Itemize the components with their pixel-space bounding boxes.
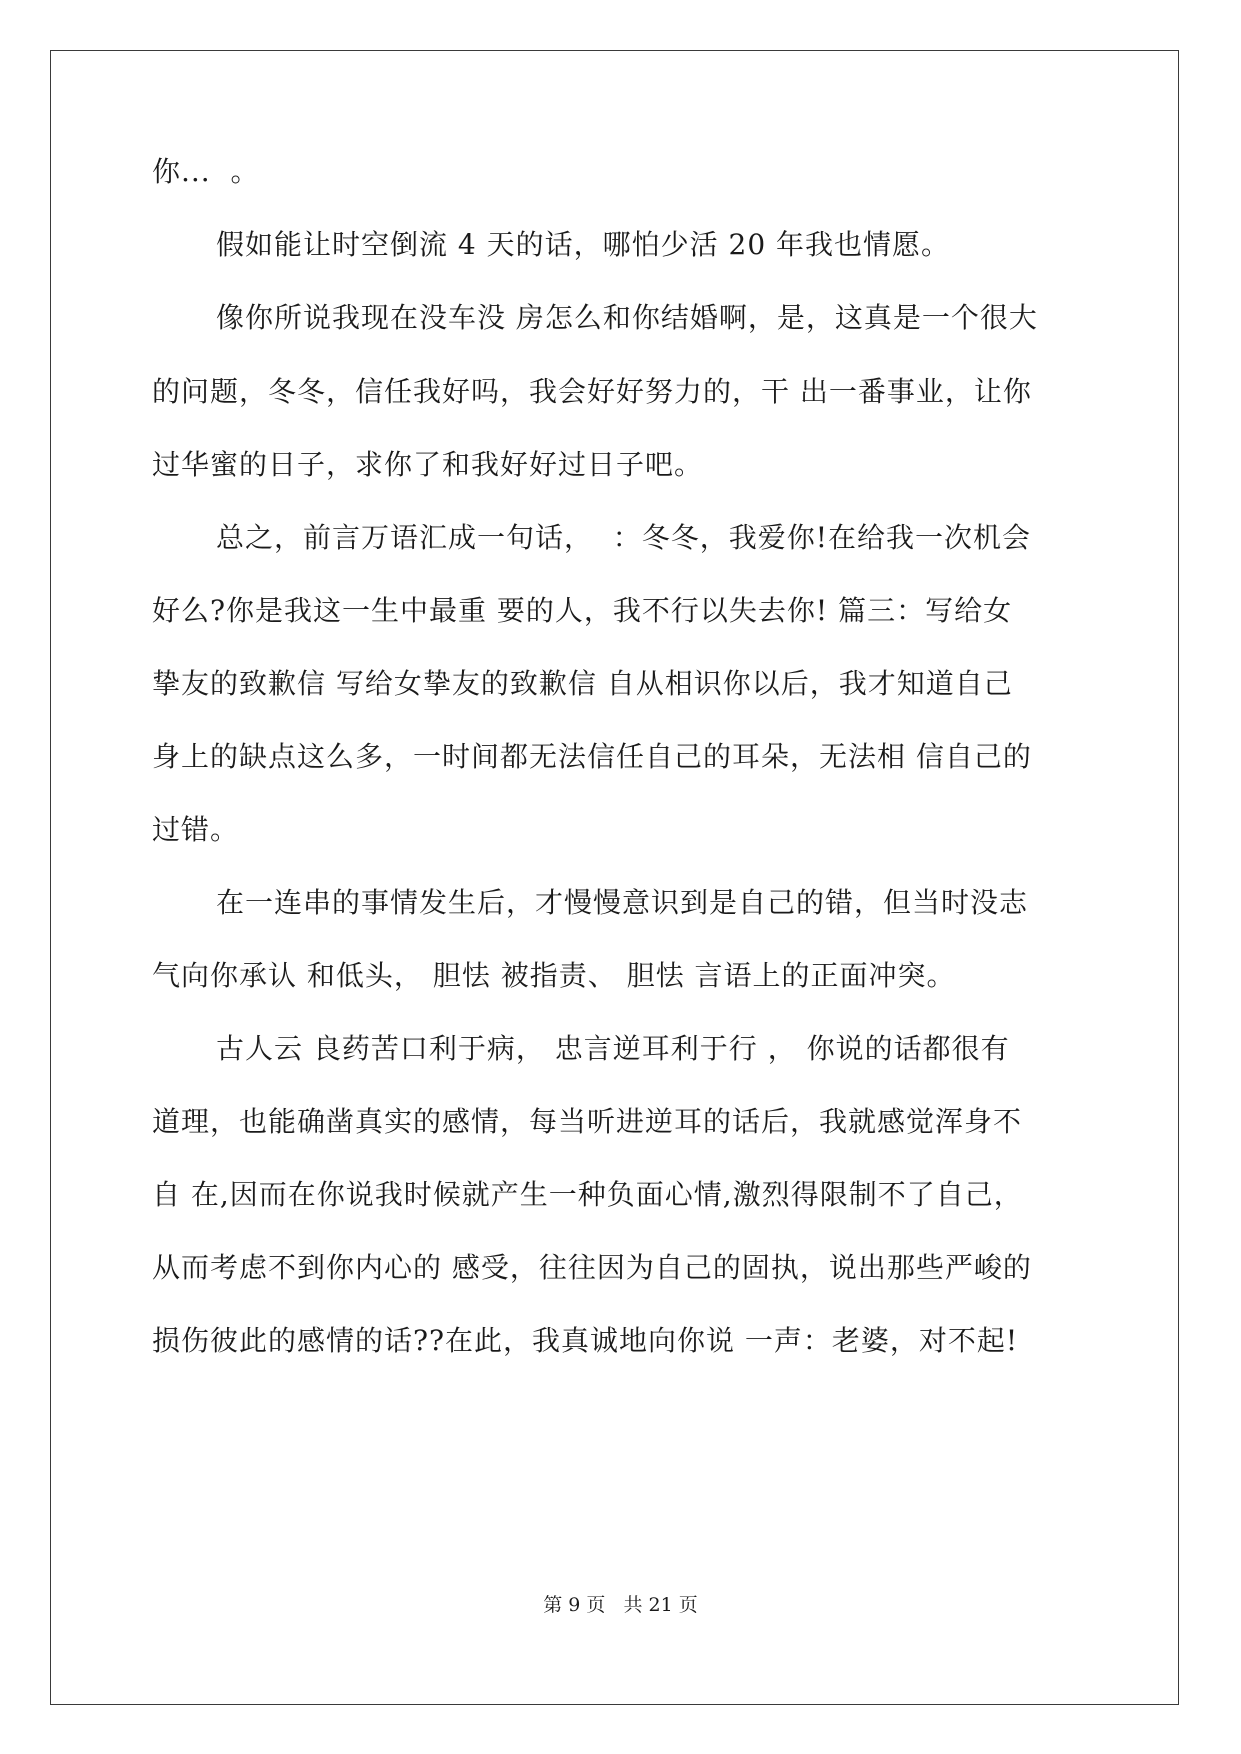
- text-line: 从而考虑不到你内心的 感受，往往因为自己的固执，说出那些严峻的: [152, 1251, 1032, 1284]
- paragraph-start: 像你所说我现在没车没 房怎么和你结婚啊，是，这真是一个很大: [216, 301, 1038, 334]
- text-line: 的问题，冬冬，信任我好吗，我会好好努力的，干 出一番事业，让你: [152, 375, 1032, 408]
- text-line: 道理，也能确凿真实的感情，每当听进逆耳的话后，我就感觉浑身不: [152, 1105, 1023, 1138]
- text-line: 自 在,因而在你说我时候就产生一种负面心情,激烈得限制不了自己，: [152, 1178, 1023, 1211]
- paragraph-start: 总之，前言万语汇成一句话， ：冬冬，我爱你!在给我一次机会: [216, 521, 1032, 554]
- text-line: 过华蜜的日子，求你了和我好好过日子吧。: [152, 448, 704, 481]
- text-line: 挚友的致歉信 写给女挚友的致歉信 自从相识你以后，我才知道自己: [152, 667, 1013, 700]
- text-line: 过错。: [152, 813, 240, 846]
- text-line: 损伤彼此的感情的话??在此，我真诚地向你说 一声：老婆，对不起!: [152, 1324, 1019, 1357]
- paragraph-start: 古人云 良药苦口利于病， 忠言逆耳利于行 ， 你说的话都很有: [216, 1032, 1010, 1065]
- text-line: 气向你承认 和低头， 胆怯 被指责、 胆怯 言语上的正面冲突。: [152, 959, 956, 992]
- text-line: 好么?你是我这一生中最重 要的人，我不行以失去你! 篇三：写给女: [152, 594, 1013, 627]
- paragraph-start: 假如能让时空倒流 4 天的话，哪怕少活 20 年我也情愿。: [216, 228, 951, 261]
- text-line: 你... 。: [152, 155, 260, 188]
- paragraph-start: 在一连串的事情发生后，才慢慢意识到是自己的错，但当时没志: [216, 886, 1029, 919]
- text-line: 身上的缺点这么多，一时间都无法信任自己的耳朵，无法相 信自己的: [152, 740, 1032, 773]
- page-number: 第 9 页 共 21 页: [543, 1594, 698, 1616]
